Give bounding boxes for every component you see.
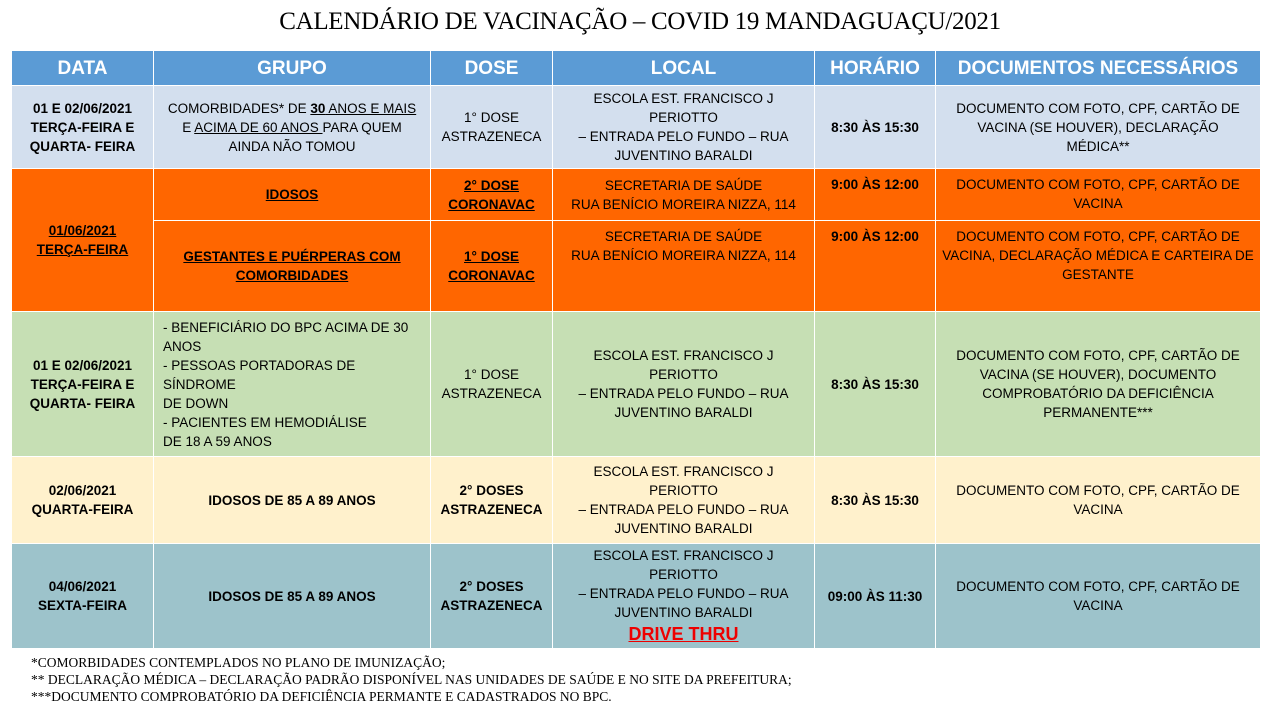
group-cell: IDOSOS DE 85 A 89 ANOS (154, 457, 431, 544)
local-cell (553, 457, 815, 544)
group-text: ACIMA DE 60 ANOS (194, 119, 323, 135)
table-row (12, 221, 1261, 312)
local-line: – ENTRADA PELO FUNDO – RUA (578, 386, 789, 401)
group-cell (154, 312, 431, 457)
time-cell: 8:30 ÀS 15:30 (815, 86, 936, 169)
docs-line: VACINA (SE HOUVER), DECLARAÇÃO (977, 119, 1219, 135)
date-line: 04/06/2021 (48, 579, 117, 594)
date-cell (12, 312, 154, 457)
date-line: 02/06/2021 (48, 483, 117, 498)
time-cell: 9:00 ÀS 12:00 (815, 221, 936, 312)
footnote: ** DECLARAÇÃO MÉDICA – DECLARAÇÃO PADRÃO DISPONÍVEL NAS UNIDADES DE SAÚDE E NO SITE DA PREFEITURA; (31, 672, 792, 687)
local-cell (553, 86, 815, 169)
group-text: DE 18 A 59 ANOS (163, 433, 272, 449)
dose-cell (431, 86, 553, 169)
local-line: RUA BENÍCIO MOREIRA NIZZA, 114 (571, 248, 796, 263)
group-cell: IDOSOS DE 85 A 89 ANOS (154, 544, 431, 649)
dose-cell (431, 544, 553, 649)
date-cell (12, 544, 154, 649)
docs-line: DOCUMENTO COM FOTO, CPF, CARTÃO DE (956, 348, 1240, 363)
dose-line: CORONAVAC (448, 268, 535, 283)
time-cell: 9:00 ÀS 12:00 (815, 169, 936, 221)
group-text: ANOS E MAIS (325, 100, 417, 116)
date-line: 01 E 02/06/2021 (32, 357, 133, 373)
header-horario: HORÁRIO (815, 51, 936, 86)
group-text: COMORBIDADES* DE (167, 100, 311, 116)
footnotes (31, 654, 1261, 705)
local-cell (553, 544, 815, 649)
local-cell (553, 312, 815, 457)
group-text: - PACIENTES EM HEMODIÁLISE (163, 414, 367, 430)
docs-line: VACINA (1073, 196, 1123, 211)
docs-line: MÉDICA** (1066, 138, 1130, 154)
dose-cell (431, 221, 553, 312)
docs-line: DOCUMENTO COM FOTO, CPF, CARTÃO DE (956, 483, 1240, 498)
local-line: SECRETARIA DE SAÚDE (604, 177, 763, 193)
date-line: SEXTA-FEIRA (37, 598, 127, 613)
group-text: 30 (310, 100, 326, 116)
docs-cell (936, 221, 1261, 312)
group-text: - PESSOAS PORTADORAS DE SÍNDROME (163, 357, 356, 392)
table-row (12, 86, 1261, 169)
footnote: ***DOCUMENTO COMPROBATÓRIO DA DEFICIÊNCIA PERMANTE E CADASTRADOS NO BPC. (31, 689, 612, 704)
docs-line: DOCUMENTO COM FOTO, CPF, CARTÃO DE (956, 177, 1240, 192)
local-line: ESCOLA EST. FRANCISCO J PERIOTTO (593, 464, 774, 498)
time-cell: 8:30 ÀS 15:30 (815, 312, 936, 457)
drive-thru-label: DRIVE THRU (628, 624, 739, 644)
dose-cell (431, 169, 553, 221)
table-row (12, 312, 1261, 457)
docs-cell (936, 169, 1261, 221)
dose-line: 1° DOSE (464, 110, 519, 125)
group-text: DE DOWN (163, 395, 229, 411)
docs-line: DOCUMENTO COM FOTO, CPF, CARTÃO DE (956, 579, 1240, 594)
date-line: 01/06/2021 (48, 223, 117, 238)
vaccination-schedule-table (11, 50, 1261, 649)
local-line: ESCOLA EST. FRANCISCO J PERIOTTO (593, 91, 774, 125)
header-data: DATA (12, 51, 154, 86)
local-line: SECRETARIA DE SAÚDE (604, 229, 763, 244)
docs-line: GESTANTE (1062, 267, 1134, 282)
local-line: JUVENTINO BARALDI (614, 605, 753, 620)
dose-line: 1° DOSE (464, 249, 519, 264)
group-cell: IDOSOS (154, 169, 431, 221)
header-row (12, 51, 1261, 86)
local-line: – ENTRADA PELO FUNDO – RUA (578, 129, 789, 144)
header-grupo: GRUPO (154, 51, 431, 86)
docs-line: VACINA (1073, 502, 1123, 517)
group-text: COMORBIDADES (235, 268, 349, 283)
header-documentos: DOCUMENTOS NECESSÁRIOS (936, 51, 1261, 86)
dose-cell (431, 312, 553, 457)
docs-line: VACINA (1073, 598, 1123, 613)
footnote: *COMORBIDADES CONTEMPLADOS NO PLANO DE IMUNIZAÇÃO; (31, 655, 446, 670)
docs-line: COMPROBATÓRIO DA DEFICIÊNCIA (982, 386, 1214, 401)
dose-line: 2° DOSES (459, 579, 524, 594)
date-line: QUARTA-FEIRA (31, 502, 134, 517)
group-text: - BENEFICIÁRIO DO BPC ACIMA DE 30 (163, 319, 409, 335)
header-local: LOCAL (553, 51, 815, 86)
page-title: CALENDÁRIO DE VACINAÇÃO – COVID 19 MANDAGUAÇU/2021 (279, 8, 1001, 35)
local-line: ESCOLA EST. FRANCISCO J PERIOTTO (593, 548, 774, 582)
local-line: – ENTRADA PELO FUNDO – RUA (578, 586, 789, 601)
dose-line: CORONAVAC (448, 196, 535, 212)
header-dose: DOSE (431, 51, 553, 86)
local-cell (553, 221, 815, 312)
local-line: RUA BENÍCIO MOREIRA NIZZA, 114 (571, 196, 796, 212)
date-cell (12, 86, 154, 169)
group-text: GESTANTES E PUÉRPERAS COM (183, 249, 401, 264)
docs-line: VACINA, DECLARAÇÃO MÉDICA E CARTEIRA DE (942, 248, 1254, 263)
table-row (12, 169, 1261, 221)
local-line: JUVENTINO BARALDI (614, 521, 753, 536)
date-line: QUARTA- FEIRA (29, 138, 136, 154)
dose-cell (431, 457, 553, 544)
local-line: JUVENTINO BARALDI (614, 405, 753, 420)
table-row (12, 457, 1261, 544)
docs-line: PERMANENTE*** (1043, 405, 1153, 420)
dose-line: ASTRAZENECA (441, 129, 542, 144)
docs-line: DOCUMENTO COM FOTO, CPF, CARTÃO DE (956, 229, 1240, 244)
time-cell: 09:00 ÀS 11:30 (815, 544, 936, 649)
group-cell (154, 86, 431, 169)
time-cell: 8:30 ÀS 15:30 (815, 457, 936, 544)
group-text: E (182, 119, 195, 135)
date-line: QUARTA- FEIRA (29, 395, 136, 411)
dose-line: ASTRAZENECA (440, 598, 543, 613)
local-line: ESCOLA EST. FRANCISCO J PERIOTTO (593, 348, 774, 382)
dose-line: ASTRAZENECA (440, 502, 543, 517)
group-cell (154, 221, 431, 312)
local-line: – ENTRADA PELO FUNDO – RUA (578, 502, 789, 517)
group-text: PARA QUEM (322, 119, 402, 135)
date-cell (12, 457, 154, 544)
docs-cell (936, 86, 1261, 169)
date-cell (12, 169, 154, 312)
group-text: ANOS (163, 338, 202, 354)
dose-line: 2° DOSE (464, 177, 519, 193)
docs-line: VACINA (SE HOUVER), DOCUMENTO (979, 367, 1217, 382)
date-line: TERÇA-FEIRA (36, 242, 129, 257)
local-cell (553, 169, 815, 221)
group-text: AINDA NÃO TOMOU (228, 138, 356, 154)
date-line: 01 E 02/06/2021 (32, 100, 133, 116)
docs-cell (936, 312, 1261, 457)
docs-cell (936, 457, 1261, 544)
dose-line: ASTRAZENECA (441, 386, 542, 401)
dose-line: 2° DOSES (459, 483, 524, 498)
docs-line: DOCUMENTO COM FOTO, CPF, CARTÃO DE (956, 100, 1240, 116)
local-line: JUVENTINO BARALDI (614, 148, 753, 163)
date-line: TERÇA-FEIRA E (30, 376, 135, 392)
docs-cell (936, 544, 1261, 649)
date-line: TERÇA-FEIRA E (30, 119, 135, 135)
dose-line: 1° DOSE (464, 367, 519, 382)
table-row (12, 544, 1261, 649)
